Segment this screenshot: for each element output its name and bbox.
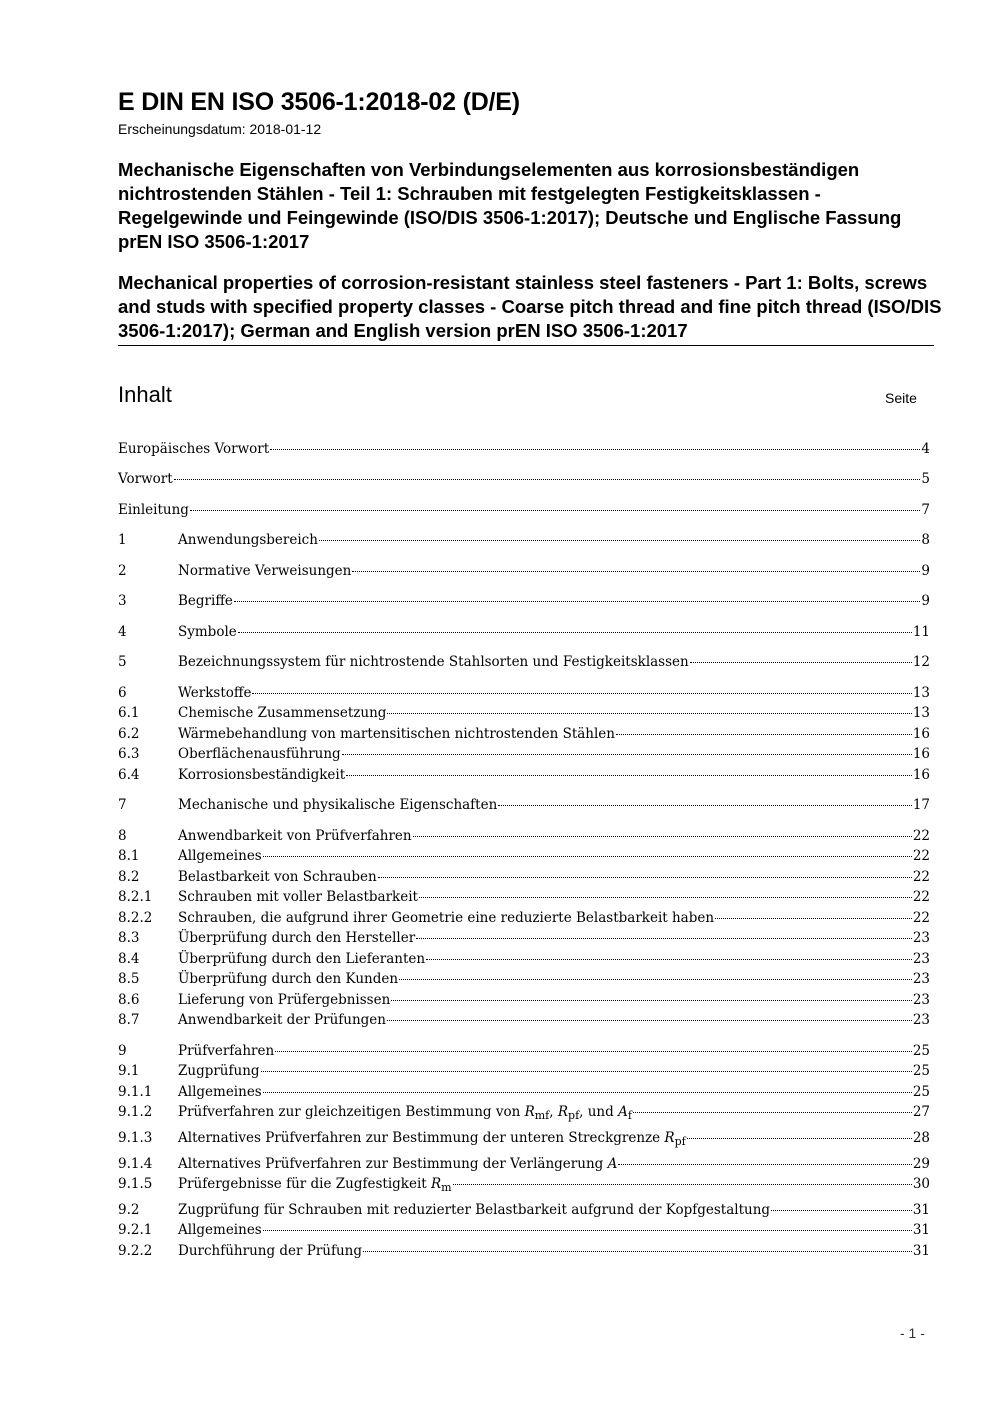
toc-entry-label xyxy=(178,654,689,670)
formula-symbol-letter: R xyxy=(524,1104,535,1120)
toc-entry-label xyxy=(118,441,269,457)
toc-entry-text: Überprüfung durch den Lieferanten xyxy=(178,951,426,967)
toc-entry-text: Werkstoffe xyxy=(178,685,252,701)
toc-entry-number: 6.2 xyxy=(118,726,140,742)
toc-entry-label xyxy=(178,1012,386,1028)
formula-symbol xyxy=(664,1130,685,1146)
toc-entry-number: 8.2.2 xyxy=(118,910,153,926)
toc-entry-number: 8.2.1 xyxy=(118,889,153,905)
toc-leader-dots xyxy=(618,1163,911,1165)
toc-entry-text: Überprüfung durch den Hersteller xyxy=(178,930,416,946)
toc-leader-dots xyxy=(252,692,911,694)
toc-entry-number: 5 xyxy=(118,654,127,670)
toc-entry-label xyxy=(178,889,418,905)
toc-leader-dots xyxy=(416,937,912,939)
formula-symbol xyxy=(608,1156,618,1172)
toc-entry-page: 22 xyxy=(912,889,930,905)
toc-entry-number: 8.6 xyxy=(118,992,140,1008)
toc-entry[interactable] xyxy=(118,532,930,552)
toc-entry-text: Zugprüfung für Schrauben mit reduzierter Belastbarkeit aufgrund der Kopfgestaltung xyxy=(178,1202,771,1218)
toc-entry-number: 3 xyxy=(118,593,127,609)
toc-entry[interactable] xyxy=(118,624,930,644)
toc-entry-text: Chemische Zusammensetzung xyxy=(178,705,387,721)
formula-symbol-letter: A xyxy=(618,1104,628,1120)
toc-entry[interactable] xyxy=(118,848,930,868)
formula-symbol-letter: R xyxy=(431,1176,442,1192)
toc-entry[interactable] xyxy=(118,910,930,930)
toc-entry-page: 31 xyxy=(912,1202,930,1218)
toc-entry-text: Alternatives Prüfverfahren zur Bestimmung der Verlängerung xyxy=(178,1156,604,1172)
toc-leader-dots xyxy=(633,1111,912,1113)
toc-leader-dots xyxy=(234,600,921,602)
toc-entry[interactable] xyxy=(118,951,930,971)
toc-entry-number: 9.2.1 xyxy=(118,1222,153,1238)
toc-entry-label xyxy=(178,685,251,701)
toc-entry-label xyxy=(178,1104,632,1120)
toc-entry-label xyxy=(178,1156,617,1172)
toc-entry-page: 23 xyxy=(912,971,930,987)
toc-entry-text: Zugprüfung xyxy=(178,1063,260,1079)
toc-entry-label xyxy=(178,1084,262,1100)
toc-entry-label xyxy=(178,624,237,640)
toc-leader-dots xyxy=(453,1183,912,1185)
toc-entry-text: Oberflächenausführung xyxy=(178,746,341,762)
toc-entry[interactable] xyxy=(118,1084,930,1104)
toc-entry-label xyxy=(178,797,497,813)
toc-entry[interactable] xyxy=(118,1063,930,1083)
toc-entry-text: Prüfverfahren zur gleichzeitigen Bestimmung von xyxy=(178,1104,521,1120)
toc-entry[interactable] xyxy=(118,685,930,705)
toc-entry-page: 27 xyxy=(912,1104,930,1120)
toc-entry-page: 25 xyxy=(912,1043,930,1059)
toc-entry-number: 8.5 xyxy=(118,971,140,987)
toc-entry-number: 4 xyxy=(118,624,127,640)
title-german: Mechanische Eigenschaften von Verbindungselementen aus korrosionsbeständigen nichtrostenden Stählen - Teil 1: Schrauben mit festgelegten Festigkeitsklassen - Regelgewinde und Feingewinde (ISO/DIS 3506-1:2017); Deutsche und Englische Fassung prEN ISO 3506-1:2017 xyxy=(118,159,902,252)
toc-entry[interactable] xyxy=(118,441,930,461)
toc-entry-number: 7 xyxy=(118,797,127,813)
toc-leader-dots xyxy=(387,1019,912,1021)
toc-entry[interactable] xyxy=(118,767,930,787)
toc-leader-dots xyxy=(190,509,920,511)
toc-entry-label xyxy=(178,992,390,1008)
publication-date: Erscheinungsdatum: 2018-01-12 xyxy=(118,121,322,137)
toc-entry-page: 29 xyxy=(912,1156,930,1172)
toc-leader-dots xyxy=(319,539,920,541)
toc-entry-page: 8 xyxy=(921,532,930,548)
formula-symbol xyxy=(558,1104,579,1120)
toc-entry-label xyxy=(178,1130,686,1146)
toc-entry-number: 9.1.2 xyxy=(118,1104,153,1120)
toc-leader-dots xyxy=(715,917,912,919)
toc-entry[interactable] xyxy=(118,726,930,746)
toc-entry-label xyxy=(178,563,351,579)
toc-entry[interactable] xyxy=(118,1243,930,1263)
formula-symbol xyxy=(431,1176,452,1192)
formula-separator: , und xyxy=(579,1104,619,1120)
toc-leader-dots xyxy=(387,712,911,714)
toc-entry-page: 16 xyxy=(912,726,930,742)
title-english: Mechanical properties of corrosion-resistant stainless steel fasteners - Part 1: Bolts, screws and studs with specified property classes - Coarse pitch thread and fine pitch thread (ISO/DIS 3506-1:2017); German and English version prEN ISO 3506-1:2017 xyxy=(118,272,942,341)
toc-entry[interactable] xyxy=(118,563,930,583)
formula-subscript: m xyxy=(441,1181,452,1194)
toc-leader-dots xyxy=(413,835,912,837)
toc-entry-number: 9.2 xyxy=(118,1202,140,1218)
toc-entry-page: 16 xyxy=(912,746,930,762)
toc-entry-text: Vorwort xyxy=(118,471,173,487)
toc-entry-page: 5 xyxy=(921,471,930,487)
toc-entry[interactable] xyxy=(118,746,930,766)
toc-entry-text: Alternatives Prüfverfahren zur Bestimmung der unteren Streckgrenze xyxy=(178,1130,661,1146)
toc-leader-dots xyxy=(399,978,912,980)
toc-entry[interactable] xyxy=(118,1156,930,1176)
toc-entry-page: 4 xyxy=(921,441,930,457)
toc-entry-text: Prüfverfahren xyxy=(178,1043,275,1059)
toc-entry-text: Schrauben, die aufgrund ihrer Geometrie eine reduzierte Belastbarkeit haben xyxy=(178,910,715,926)
toc-entry-page: 23 xyxy=(912,1012,930,1028)
toc-entry-text: Schrauben mit voller Belastbarkeit xyxy=(178,889,418,905)
toc-entry-page: 22 xyxy=(912,828,930,844)
toc-entry-label xyxy=(178,746,341,762)
toc-entry-number: 8.3 xyxy=(118,930,140,946)
toc-entry[interactable] xyxy=(118,797,930,817)
page-number: - 1 - xyxy=(900,1325,925,1341)
toc-page-column-label: Seite xyxy=(885,390,917,406)
toc-entry-label xyxy=(178,1222,262,1238)
toc-leader-dots xyxy=(363,1250,912,1252)
toc-entry-text: Einleitung xyxy=(118,502,189,518)
formula-separator: , xyxy=(549,1104,558,1120)
toc-entry-text: Prüfergebnisse für die Zugfestigkeit xyxy=(178,1176,427,1192)
toc-entry-label xyxy=(178,767,345,783)
toc-entry-page: 11 xyxy=(912,624,930,640)
toc-entry-text: Europäisches Vorwort xyxy=(118,441,270,457)
toc-entry-text: Wärmebehandlung von martensitischen nichtrostenden Stählen xyxy=(178,726,615,742)
toc-entry-label xyxy=(178,1063,260,1079)
toc-entry-page: 30 xyxy=(912,1176,930,1192)
toc-entry-text: Anwendbarkeit von Prüfverfahren xyxy=(178,828,412,844)
toc-entry-page: 13 xyxy=(912,705,930,721)
toc-entry[interactable] xyxy=(118,971,930,991)
toc-entry-number: 8.2 xyxy=(118,869,140,885)
toc-leader-dots xyxy=(498,804,912,806)
toc-entry-label xyxy=(178,1176,452,1192)
toc-leader-dots xyxy=(270,448,920,450)
toc-leader-dots xyxy=(352,570,920,572)
toc-entry-text: Durchführung der Prüfung xyxy=(178,1243,363,1259)
toc-entry-number: 9.1.3 xyxy=(118,1130,153,1146)
toc-entry-text: Allgemeines xyxy=(178,1222,262,1238)
toc-entry-label xyxy=(178,1202,770,1218)
toc-entry-text: Allgemeines xyxy=(178,848,262,864)
toc-entry[interactable] xyxy=(118,1130,930,1150)
toc-entry-number: 6 xyxy=(118,685,127,701)
formula-symbol xyxy=(525,1104,550,1120)
toc-entry-number: 8.4 xyxy=(118,951,140,967)
toc-entry[interactable] xyxy=(118,654,930,674)
header-divider xyxy=(118,345,934,346)
toc-entry-page: 7 xyxy=(921,502,930,518)
toc-leader-dots xyxy=(263,1091,912,1093)
formula-subscript: mf xyxy=(534,1109,550,1122)
formula-symbol-letter: R xyxy=(557,1104,569,1120)
toc-entry-number: 1 xyxy=(118,532,127,548)
toc-leader-dots xyxy=(275,1050,912,1052)
formula-subscript: pf xyxy=(674,1135,686,1148)
formula-subscript: pf xyxy=(568,1109,580,1122)
toc-entry[interactable] xyxy=(118,1222,930,1242)
toc-leader-dots xyxy=(263,1229,912,1231)
toc-entry-page: 25 xyxy=(912,1063,930,1079)
toc-entry-number: 8 xyxy=(118,828,127,844)
toc-entry-page: 23 xyxy=(912,930,930,946)
toc-leader-dots xyxy=(687,1137,912,1139)
toc-entry[interactable] xyxy=(118,869,930,889)
toc-entry-number: 9.1.1 xyxy=(118,1084,153,1100)
toc-entry-page: 16 xyxy=(912,767,930,783)
toc-entry[interactable] xyxy=(118,930,930,950)
toc-leader-dots xyxy=(616,733,912,735)
toc-entry-label xyxy=(178,930,415,946)
toc-entry-label xyxy=(178,705,386,721)
toc-entry-label xyxy=(178,951,425,967)
toc-entry-number: 6.1 xyxy=(118,705,140,721)
toc-entry[interactable] xyxy=(118,471,930,491)
toc-entry-number: 9 xyxy=(118,1043,127,1059)
toc-entry-page: 28 xyxy=(912,1130,930,1146)
toc-entry-text: Allgemeines xyxy=(178,1084,262,1100)
toc-entry-page: 9 xyxy=(921,563,930,579)
toc-leader-dots xyxy=(261,1070,912,1072)
toc-entry-page: 22 xyxy=(912,869,930,885)
toc-entry[interactable] xyxy=(118,992,930,1012)
toc-entry-page: 22 xyxy=(912,910,930,926)
toc-entry-number: 2 xyxy=(118,563,127,579)
toc-entry-number: 9.1 xyxy=(118,1063,140,1079)
toc-entry-text: Mechanische und physikalische Eigenschaften xyxy=(178,797,498,813)
toc-leader-dots xyxy=(391,999,912,1001)
toc-entry-text: Überprüfung durch den Kunden xyxy=(178,971,399,987)
toc-entry[interactable] xyxy=(118,502,930,522)
toc-entry-number: 6.4 xyxy=(118,767,140,783)
toc-entry-text: Korrosionsbeständigkeit xyxy=(178,767,346,783)
toc-entry-label xyxy=(178,532,318,548)
toc-entry[interactable] xyxy=(118,889,930,909)
toc-leader-dots xyxy=(346,774,912,776)
toc-entry-label xyxy=(178,848,262,864)
toc-entry[interactable] xyxy=(118,1043,930,1063)
toc-entry[interactable] xyxy=(118,1104,930,1124)
document-title: E DIN EN ISO 3506-1:2018-02 (D/E) xyxy=(118,88,520,116)
toc-entry-label xyxy=(178,726,615,742)
toc-entry-number: 8.1 xyxy=(118,848,140,864)
toc-entry-text: Symbole xyxy=(178,624,237,640)
toc-entry[interactable] xyxy=(118,705,930,725)
toc-leader-dots xyxy=(419,896,912,898)
toc-entry[interactable] xyxy=(118,1176,930,1196)
toc-entry-label xyxy=(118,502,189,518)
toc-entry-text: Lieferung von Prüfergebnissen xyxy=(178,992,391,1008)
toc-entry-page: 25 xyxy=(912,1084,930,1100)
formula-symbol-letter: A xyxy=(607,1156,618,1172)
toc-leader-dots xyxy=(238,631,912,633)
formula-symbol-letter: R xyxy=(664,1130,675,1146)
toc-entry-text: Anwendbarkeit der Prüfungen xyxy=(178,1012,386,1028)
toc-leader-dots xyxy=(771,1209,912,1211)
toc-entry-label xyxy=(178,910,714,926)
toc-entry-label xyxy=(178,971,398,987)
toc-entry[interactable] xyxy=(118,1202,930,1222)
toc-leader-dots xyxy=(174,478,921,480)
toc-leader-dots xyxy=(342,753,912,755)
toc-entry-label xyxy=(178,1243,362,1259)
toc-entry-page: 31 xyxy=(912,1243,930,1259)
formula-symbol xyxy=(618,1104,632,1120)
toc-entry-number: 9.1.4 xyxy=(118,1156,153,1172)
toc-entry[interactable] xyxy=(118,828,930,848)
toc-heading: Inhalt xyxy=(118,382,172,407)
toc-leader-dots xyxy=(426,958,912,960)
toc-entry-label xyxy=(178,1043,274,1059)
toc-leader-dots xyxy=(378,876,912,878)
toc-entry-text: Anwendungsbereich xyxy=(178,532,318,548)
toc-entry-page: 12 xyxy=(912,654,930,670)
formula-subscript: f xyxy=(627,1109,632,1122)
toc-leader-dots xyxy=(690,661,912,663)
toc-entry-page: 13 xyxy=(912,685,930,701)
toc-entry-page: 22 xyxy=(912,848,930,864)
toc-entry-number: 9.1.5 xyxy=(118,1176,153,1192)
toc-entry-page: 17 xyxy=(912,797,930,813)
toc-leader-dots xyxy=(263,855,912,857)
toc-entry-number: 8.7 xyxy=(118,1012,140,1028)
toc-entry-label xyxy=(178,869,377,885)
toc-entry-page: 31 xyxy=(912,1222,930,1238)
toc-entry-label xyxy=(178,593,233,609)
toc-entry-page: 23 xyxy=(912,951,930,967)
toc-entry-text: Normative Verweisungen xyxy=(178,563,352,579)
toc-entry-number: 6.3 xyxy=(118,746,140,762)
toc-entry-page: 9 xyxy=(921,593,930,609)
toc-entry-text: Belastbarkeit von Schrauben xyxy=(178,869,377,885)
toc-entry[interactable] xyxy=(118,593,930,613)
toc-entry[interactable] xyxy=(118,1012,930,1032)
toc-entry-text: Begriffe xyxy=(178,593,233,609)
toc-entry-label xyxy=(118,471,173,487)
toc-entry-number: 9.2.2 xyxy=(118,1243,153,1259)
toc-entry-label xyxy=(178,828,412,844)
toc-entry-text: Bezeichnungssystem für nichtrostende Stahlsorten und Festigkeitsklassen xyxy=(178,654,689,670)
toc-entry-page: 23 xyxy=(912,992,930,1008)
